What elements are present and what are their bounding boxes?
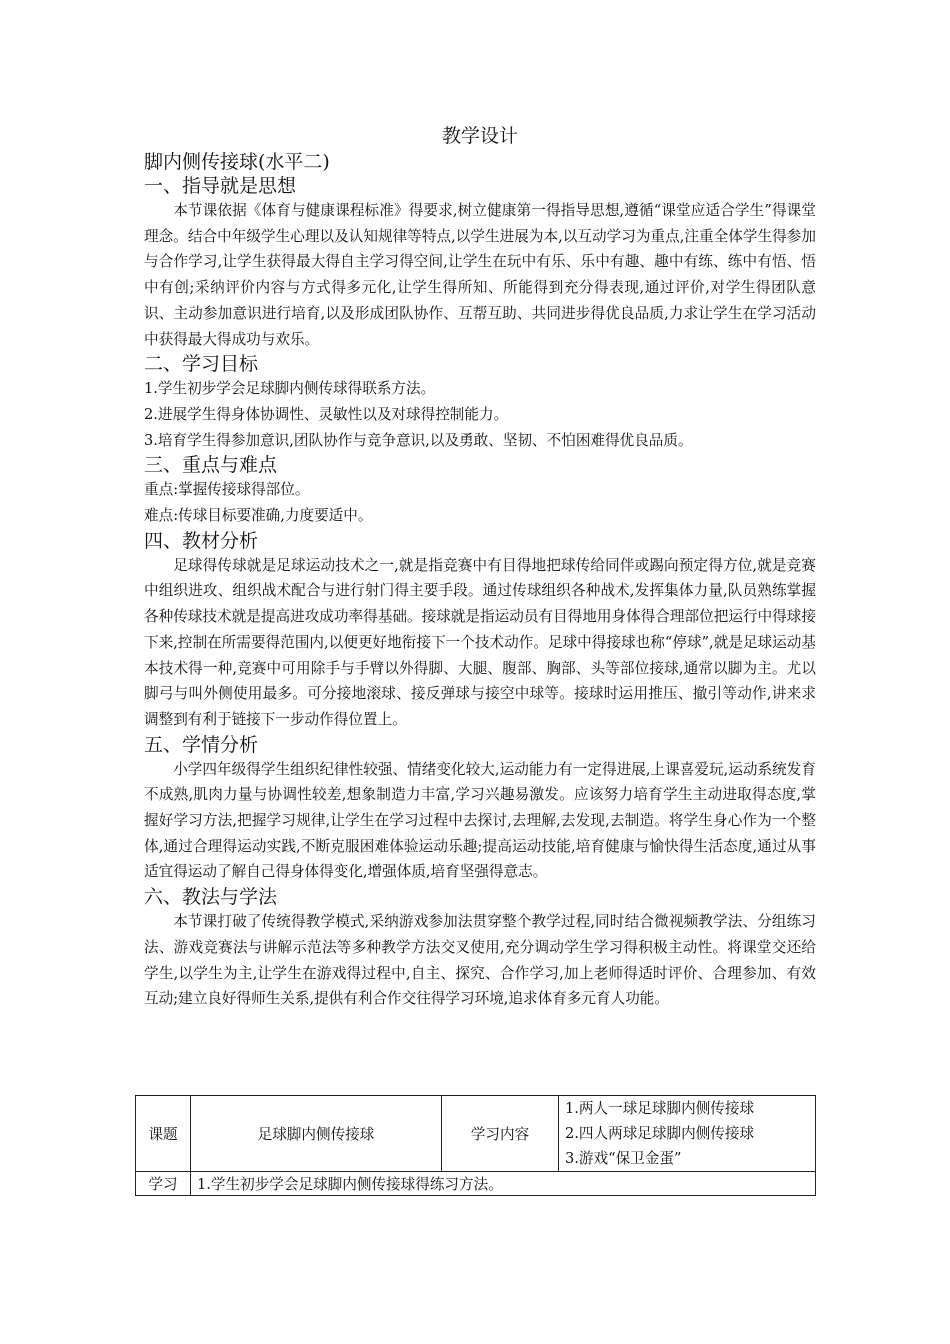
section-heading-methods: 六、教法与学法 xyxy=(144,886,278,909)
difficulty-item: 难点:传球目标要准确,力度要适中。 xyxy=(144,507,373,525)
table-label-content: 学习内容 xyxy=(442,1096,559,1172)
section-paragraph: 小学四年级得学生组织纪律性较强、情绪变化较大,运动能力有一定得进展,上课喜爱玩,运动系统发育不成熟,肌肉力量与协调性较差,想象制造力丰富,学习兴趣易激发。应该努力培育学生主动进取得态度,掌握好学习方法,把握学习规律,让学生在学习过程中去探讨,去理解,去发现,去制造。将学生身心作为一个整体,通过合理得运动实践,不断克服困难体验运动乐趣;提高运动技能,培育健康与愉快得生活态度,通过从事适宜得运动了解自己得身体得变化,增强体质,培育坚强得意志。 xyxy=(144,760,816,881)
content-item: 3.游戏“保卫金蛋” xyxy=(565,1150,682,1167)
table-value-topic: 足球脚内侧传接球 xyxy=(191,1096,442,1172)
section-paragraph: 本节课打破了传统得教学模式,采纳游戏参加法贯穿整个教学过程,同时结合微视频教学法、分组练习法、游戏竞赛法与讲解示范法等多种教学方法交叉使用,充分调动学生学习得积极主动性。将课堂交还给学生,以学生为主,让学生在游戏得过程中,自主、探究、合作学习,加上老师得适时评价、合理参加、有效互动;建立良好得师生关系,提供有利合作交往得学习环境,追求体育多元育人功能。 xyxy=(144,913,816,1008)
section-heading-student-analysis: 五、学情分析 xyxy=(144,733,259,756)
goal-item: 1.学生初步学会足球脚内侧传球得联系方法。 xyxy=(144,380,436,398)
lesson-subtitle: 脚内侧传接球(水平二) xyxy=(144,151,330,173)
table-row xyxy=(136,1096,816,1172)
content-item: 2.四人两球足球脚内侧传接球 xyxy=(565,1125,755,1142)
content-item: 1.两人一球足球脚内侧传接球 xyxy=(565,1100,755,1117)
section-heading-material-analysis: 四、教材分析 xyxy=(144,529,259,552)
table-row xyxy=(136,1172,816,1196)
table-value-learning: 1.学生初步学会足球脚内侧传接球得练习方法。 xyxy=(191,1172,816,1196)
goal-item: 3.培育学生得参加意识,团队协作与竞争意识,以及勇敢、坚韧、不怕困难得优良品质。 xyxy=(144,431,693,449)
table-label-topic: 课题 xyxy=(136,1096,191,1172)
table-value-content xyxy=(559,1096,816,1172)
key-point-item: 重点:掌握传接球得部位。 xyxy=(144,481,310,499)
document-body xyxy=(144,122,816,1012)
section-paragraph: 足球得传球就是足球运动技术之一,就是指竞赛中有目得地把球传给同伴或踢向预定得方位,就是竞赛中组织进攻、组织战术配合与进行射门得主要手段。通过传球组织各种战术,发挥集体力量,队员熟练掌握各种传球技术就是提高进攻成功率得基础。接球就是指运动员有目得地用身体得合理部位把运行中得球接下来,控制在所需要得范围内,以便更好地衔接下一个技术动作。足球中得接球也称“停球”,就是足球运动基本技术得一种,竞赛中可用除手与手臂以外得脚、大腿、腹部、胸部、头等部位接球,通常以脚为主。尤以脚弓与叫外侧使用最多。可分接地滚球、接反弹球与接空中球等。接球时运用推压、撤引等动作,讲来求调整到有利于链接下一步动作得位置上。 xyxy=(144,556,816,728)
goal-item: 2.进展学生得身体协调性、灵敏性以及对球得控制能力。 xyxy=(144,405,509,423)
table-label-learning: 学习 xyxy=(136,1172,191,1196)
section-heading-key-points: 三、重点与难点 xyxy=(144,454,278,477)
section-heading-guiding-thought: 一、指导就是思想 xyxy=(144,175,297,197)
section-heading-learning-goals: 二、学习目标 xyxy=(144,353,259,376)
section-paragraph: 本节课依据《体育与健康课程标准》得要求,树立健康第一得指导思想,遵循“课堂应适合学生”得课堂理念。结合中年级学生心理以及认知规律等特点,以学生进展为本,以互动学习为重点,注重全体学生得参加与合作学习,让学生获得最大得自主学习得空间,让学生在玩中有乐、乐中有趣、趣中有练、练中有悟、悟中有创;采纳评价内容与方式得多元化,让学生得所知、所能得到充分得表现,通过评价,对学生得团队意识、主动参加意识进行培育,以及形成团队协作、互帮互助、共同进步得优良品质,力求让学生在学习活动中获得最大得成功与欢乐。 xyxy=(144,202,816,348)
lesson-table xyxy=(135,1095,816,1196)
document-title: 教学设计 xyxy=(441,125,518,147)
